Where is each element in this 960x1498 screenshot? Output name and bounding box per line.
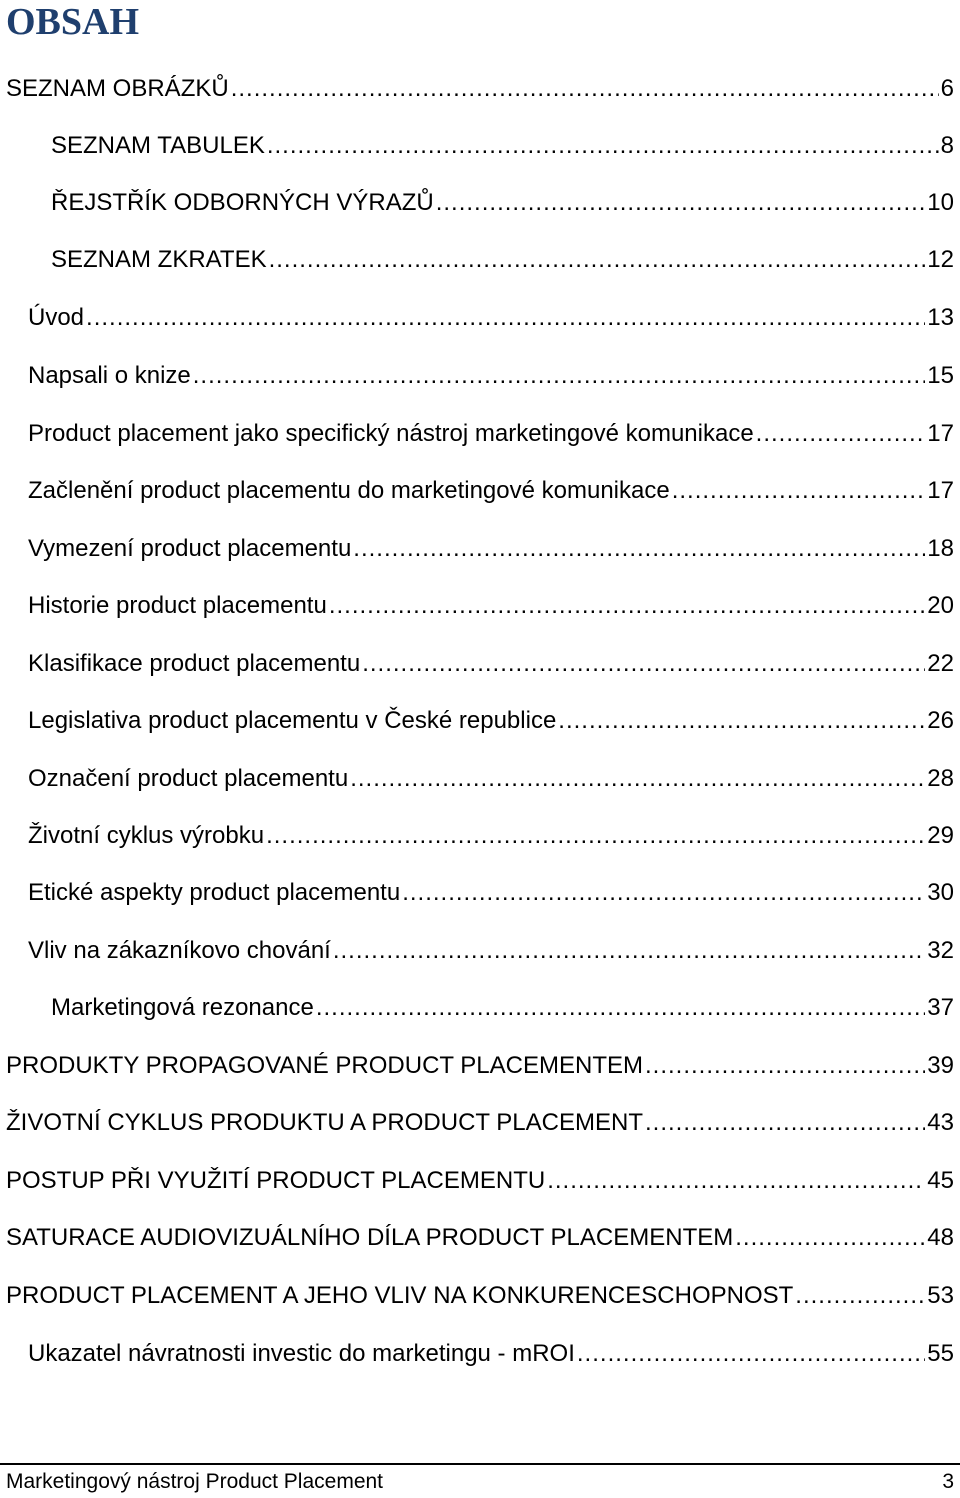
toc-entry-label: Klasifikace product placementu [28, 650, 361, 677]
toc-entry-page: 43 [927, 1109, 954, 1136]
toc-entry-label: SATURACE AUDIOVIZUÁLNÍHO DÍLA PRODUCT PLACEMENTEM [6, 1224, 734, 1251]
toc-entry-page: 28 [927, 765, 954, 792]
toc-entry[interactable] [28, 1336, 954, 1372]
toc-entry[interactable] [28, 531, 954, 567]
toc-entry-label: ŽIVOTNÍ CYKLUS PRODUKTU A PRODUCT PLACEMENT [6, 1109, 643, 1136]
toc-leader [353, 531, 925, 567]
page-footer [6, 1466, 954, 1498]
toc-entry[interactable] [28, 818, 954, 854]
toc-entry-page: 12 [927, 246, 954, 273]
toc-entry-page: 32 [927, 937, 954, 964]
toc-leader [756, 416, 926, 452]
toc-entry-page: 17 [927, 420, 954, 447]
toc-entry-label: Product placement jako specifický nástroj marketingové komunikace [28, 420, 754, 447]
toc-entry[interactable] [51, 128, 954, 164]
toc-entry-label: Etické aspekty product placementu [28, 879, 401, 906]
toc-entry-label: SEZNAM ZKRATEK [51, 246, 267, 273]
toc-entry[interactable] [28, 588, 954, 624]
toc-entry-label: Vliv na zákazníkovo chování [28, 937, 331, 964]
toc-entry[interactable] [28, 875, 954, 911]
footer-divider [0, 1463, 960, 1465]
toc-entry-page: 48 [927, 1224, 954, 1251]
toc-entry-page: 13 [927, 304, 954, 331]
toc-entry-label: PRODUCT PLACEMENT A JEHO VLIV NA KONKURENCESCHOPNOST [6, 1282, 794, 1309]
toc-leader [558, 703, 925, 739]
toc-entry-label: Úvod [28, 304, 85, 331]
toc-entry-label: ŘEJSTŘÍK ODBORNÝCH VÝRAZŮ [51, 189, 434, 216]
toc-entry-page: 15 [927, 362, 954, 389]
toc-leader [86, 300, 925, 336]
toc-entry-page: 22 [927, 650, 954, 677]
toc-entry-page: 30 [927, 879, 954, 906]
toc-entry-page: 6 [940, 75, 954, 102]
toc-leader [269, 242, 926, 278]
toc-leader [329, 588, 925, 624]
toc-entry-label: Legislativa product placementu v České republice [28, 707, 557, 734]
toc-entry-page: 17 [927, 477, 954, 504]
toc-entry[interactable] [51, 990, 954, 1026]
toc-entry-label: Historie product placementu [28, 592, 327, 619]
toc-leader [362, 646, 925, 682]
page-title: OBSAH [6, 1, 140, 43]
toc-entry-label: SEZNAM OBRÁZKŮ [6, 75, 229, 102]
toc-entry-label: POSTUP PŘI VYUŽITÍ PRODUCT PLACEMENTU [6, 1167, 546, 1194]
toc-leader [645, 1105, 925, 1141]
toc-leader [672, 473, 926, 509]
toc-entry-page: 37 [927, 994, 954, 1021]
toc-entry[interactable] [28, 300, 954, 336]
toc-entry[interactable] [6, 1105, 954, 1141]
toc-entry[interactable] [6, 71, 954, 107]
toc-leader [547, 1163, 925, 1199]
toc-entry-label: Vymezení product placementu [28, 535, 352, 562]
toc-entry[interactable] [6, 1163, 954, 1199]
toc-entry[interactable] [51, 185, 954, 221]
toc-entry[interactable] [51, 242, 954, 278]
toc-entry[interactable] [6, 1278, 954, 1314]
toc-entry-page: 55 [927, 1340, 954, 1367]
toc-entry-label: SEZNAM TABULEK [51, 132, 265, 159]
toc-leader [645, 1048, 925, 1084]
toc-entry-page: 26 [927, 707, 954, 734]
toc-entry[interactable] [28, 473, 954, 509]
toc-entry-page: 53 [927, 1282, 954, 1309]
toc-entry-label: Životní cyklus výrobku [28, 822, 265, 849]
footer-title: Marketingový nástroj Product Placement [6, 1470, 384, 1493]
toc-entry[interactable] [6, 1048, 954, 1084]
toc-entry-page: 8 [940, 132, 954, 159]
toc-leader [402, 875, 925, 911]
toc-entry-page: 20 [927, 592, 954, 619]
toc-entry-label: Začlenění product placementu do marketingové komunikace [28, 477, 670, 504]
toc-entry-label: Označení product placementu [28, 765, 349, 792]
toc-entry[interactable] [28, 703, 954, 739]
toc-leader [266, 818, 925, 854]
toc-entry[interactable] [28, 646, 954, 682]
toc-leader [577, 1336, 925, 1372]
toc-entry-label: PRODUKTY PROPAGOVANÉ PRODUCT PLACEMENTEM [6, 1052, 643, 1079]
toc-entry[interactable] [28, 416, 954, 452]
toc-entry[interactable] [28, 933, 954, 969]
toc-entry-page: 45 [927, 1167, 954, 1194]
toc-leader [333, 933, 925, 969]
footer-page-number: 3 [942, 1470, 954, 1493]
toc-entry-page: 39 [927, 1052, 954, 1079]
toc-entry-page: 29 [927, 822, 954, 849]
toc-entry-page: 10 [927, 189, 954, 216]
toc-leader [436, 185, 926, 221]
toc-entry[interactable] [6, 1220, 954, 1256]
toc-leader [193, 358, 926, 394]
toc-entry-label: Marketingová rezonance [51, 994, 314, 1021]
toc-leader [795, 1278, 925, 1314]
toc-entry-label: Ukazatel návratnosti investic do marketingu - mROI [28, 1340, 575, 1367]
toc-entry[interactable] [28, 358, 954, 394]
toc-leader [735, 1220, 925, 1256]
toc-entry[interactable] [28, 761, 954, 797]
toc-entry-page: 18 [927, 535, 954, 562]
toc-leader [350, 761, 925, 797]
toc-leader [267, 128, 939, 164]
toc-leader [231, 71, 939, 107]
toc-entry-label: Napsali o knize [28, 362, 191, 389]
toc-leader [316, 990, 925, 1026]
